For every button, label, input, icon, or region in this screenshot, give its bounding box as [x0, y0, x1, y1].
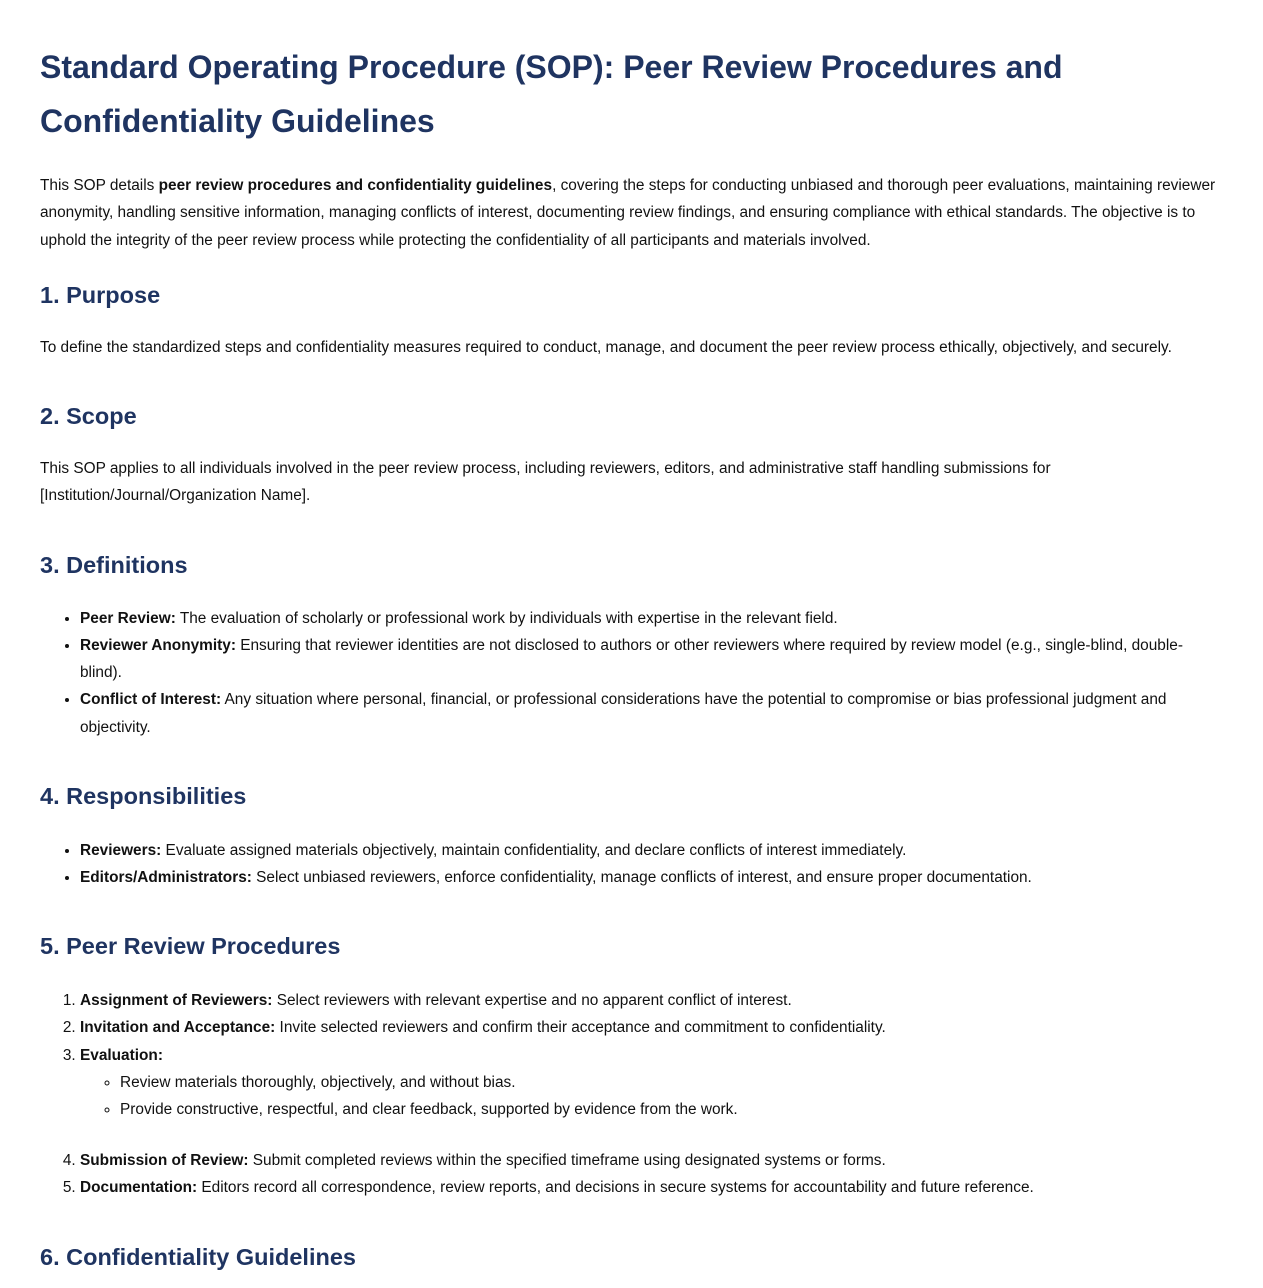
definitions-heading: 3. Definitions — [40, 551, 188, 578]
evaluation-sublist — [80, 1069, 1223, 1123]
scope-text: This SOP applies to all individuals involved in the peer review process, including reviewers, editors, and administrative staff handling submissions for [Institution/Journal/Organization Name]. — [40, 460, 1051, 505]
term-label: Submission of Review: — [80, 1152, 249, 1170]
intro-prefix: This SOP details — [40, 177, 159, 194]
term-text: Select reviewers with relevant expertise and no apparent conflict of interest. — [272, 992, 792, 1010]
list-item — [80, 987, 1223, 1014]
term-text: Invite selected reviewers and confirm their acceptance and commitment to confidentiality. — [275, 1019, 886, 1037]
term-text: Any situation where personal, financial, or professional considerations have the potential to compromise or bias professional judgment and objectivity. — [80, 691, 1167, 736]
term-label: Reviewer Anonymity: — [80, 636, 236, 654]
confidentiality-heading: 6. Confidentiality Guidelines — [40, 1243, 356, 1270]
procedures-list — [40, 987, 1223, 1201]
page-title: Standard Operating Procedure (SOP): Peer Review Procedures and Confidentiality Guidelines — [40, 49, 1063, 139]
term-text: Submit completed reviews within the specified timeframe using designated systems or forms. — [248, 1152, 886, 1170]
term-label: Editors/Administrators: — [80, 869, 252, 886]
term-text: Evaluate assigned materials objectively, maintain confidentiality, and declare conflicts of interest immediately. — [161, 841, 907, 859]
procedures-heading: 5. Peer Review Procedures — [40, 933, 341, 960]
term-label: Assignment of Reviewers: — [80, 992, 273, 1010]
list-item — [80, 1147, 1223, 1174]
list-item — [80, 632, 1223, 686]
list-item — [80, 837, 1223, 864]
term-label: Conflict of Interest: — [80, 691, 222, 709]
sub-list-item: ◦ Provide constructive, respectful, and clear feedback, supported by evidence from the work. — [120, 1096, 1223, 1123]
term-label: Reviewers: — [80, 841, 162, 859]
responsibilities-heading: 4. Responsibilities — [40, 782, 247, 809]
term-text: Ensuring that reviewer identities are not disclosed to authors or other reviewers where required by review model (e.g., single-blind, double-blind). — [80, 636, 1183, 682]
definitions-list — [40, 605, 1223, 741]
purpose-text: To define the standardized steps and confidentiality measures required to conduct, manage, and document the peer review process ethically, objectively, and securely. — [40, 338, 1172, 356]
intro-bold: peer review procedures and confidentiality guidelines — [158, 177, 553, 194]
list-item — [80, 1014, 1223, 1041]
sub-list-item: ◦ Review materials thoroughly, objectively, and without bias. — [120, 1069, 1223, 1096]
scope-heading: 2. Scope — [40, 403, 137, 430]
list-item — [80, 686, 1223, 740]
list-item — [80, 1174, 1223, 1201]
intro-paragraph — [40, 172, 1223, 254]
purpose-heading: 1. Purpose — [40, 281, 161, 308]
term-text: Select unbiased reviewers, enforce confidentiality, manage conflicts of interest, and ensure proper documentation. — [251, 869, 1032, 886]
intro-suffix: , covering the steps for conducting unbiased and thorough peer evaluations, maintaining reviewer anonymity, handling sensitive information, managing conflicts of interest, documenting review findings, and ensuring compliance with ethical standards. The objective is to uphold the integrity of the peer review process while protecting the confidentiality of all participants and materials involved. — [40, 177, 1216, 249]
term-label: Documentation: — [80, 1179, 198, 1197]
term-text: Editors record all correspondence, review reports, and decisions in secure systems for accountability and future reference. — [197, 1179, 1034, 1197]
term-label: Invitation and Acceptance: — [80, 1019, 276, 1037]
term-text: The evaluation of scholarly or professional work by individuals with expertise in the relevant field. — [175, 609, 838, 627]
term-label: Evaluation: — [80, 1046, 163, 1064]
list-item — [80, 864, 1223, 891]
list-item — [80, 605, 1223, 632]
term-label: Peer Review: — [80, 609, 176, 627]
responsibilities-list — [40, 837, 1223, 891]
list-item — [80, 1042, 1223, 1124]
